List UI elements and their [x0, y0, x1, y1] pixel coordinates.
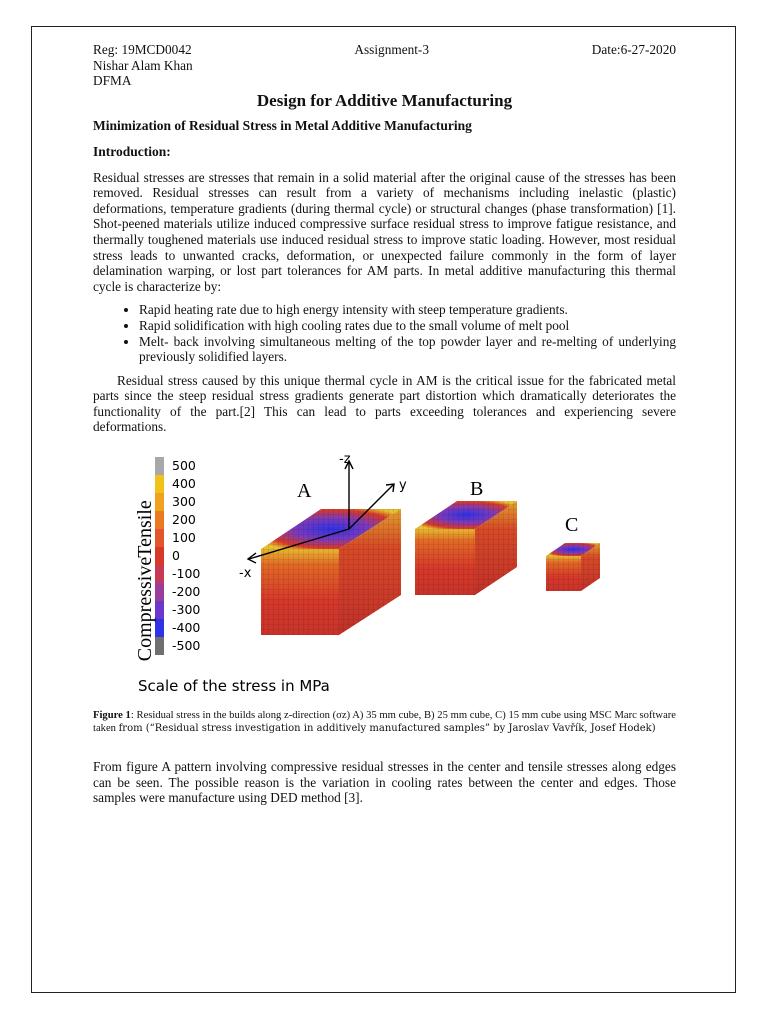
scale-tick-label: 300 — [172, 494, 196, 510]
course-name: DFMA — [93, 73, 132, 89]
scale-tick-label: 100 — [172, 530, 196, 546]
scale-tick-label: 500 — [172, 458, 196, 474]
scale-swatch — [155, 637, 164, 655]
figure-caption — [93, 710, 676, 735]
scale-tick-label: -500 — [172, 638, 201, 654]
scale-swatch — [155, 583, 164, 601]
axis-z-label: -z — [339, 452, 351, 468]
scale-swatch — [155, 493, 164, 511]
bullet-item: • Melt- back involving simultaneous melting of the top powder layer and re-melting of underlying previously solidified layers. — [139, 334, 676, 365]
bullet-item: • Rapid solidification with high cooling rates due to the small volume of melt pool — [139, 318, 676, 334]
caption-label: Figure 1 — [93, 710, 131, 722]
scale-swatch — [155, 457, 164, 475]
scale-swatch — [155, 529, 164, 547]
scale-tick-label: -100 — [172, 566, 201, 582]
tensile-label: Tensile — [134, 500, 156, 558]
date-label: Date:6-27-2020 — [591, 42, 676, 57]
axis-y-label: y — [399, 478, 407, 494]
scale-swatch — [155, 619, 164, 637]
stress-figure — [93, 449, 676, 704]
intro-heading: Introduction: — [93, 143, 171, 159]
cube-b-label: B — [470, 478, 484, 501]
cube-a-label: A — [297, 480, 312, 503]
compressive-label: Compressive — [134, 556, 156, 662]
scale-tick-label: 0 — [172, 548, 180, 564]
axis-x-label: -x — [239, 566, 252, 582]
scale-swatch — [155, 547, 164, 565]
scale-title: Scale of the stress in MPa — [138, 677, 330, 696]
scale-swatch — [155, 475, 164, 493]
scale-tick-label: -400 — [172, 620, 201, 636]
paragraph-3: From figure A pattern involving compressive residual stresses in the center and tensile stresses along edges can be seen. The possible reason is the variation in cooling rates between the center and edges. Those samples were manufacture using DED method [3]. — [93, 759, 676, 806]
caption-text: : Residual stress in the builds along z-direction (σz) A) 35 mm cube, B) 25 mm cube, C) 15 mm cube using MSC Marc software taken — [93, 710, 677, 734]
stress-figure-svg — [93, 449, 676, 704]
caption-source: from (“Residual stress investigation in additively manufactured samples” by Jaroslav Vavřík, Josef Hodek) — [118, 722, 656, 734]
cube-a — [261, 509, 401, 635]
reg-number: Reg: 19MCD0042 — [93, 42, 192, 57]
scale-tick-label: 400 — [172, 476, 196, 492]
paragraph-2: Residual stress caused by this unique thermal cycle in AM is the critical issue for the fabricated metal parts since the steep residual stress gradients generate part distortion which dramatically deteriorates the functionality of the part.[2] This can lead to parts exceeding tolerances and experiencing severe deformations. — [93, 372, 676, 435]
bullet-item: • Rapid heating rate due to high energy intensity with steep temperature gradients. — [139, 302, 676, 318]
cube-c — [546, 543, 600, 591]
scale-swatch — [155, 565, 164, 583]
stress-color-scale — [155, 457, 164, 655]
cube-b — [415, 501, 517, 595]
subtitle: Minimization of Residual Stress in Metal Additive Manufacturing — [93, 118, 472, 134]
bullet-list — [93, 302, 676, 364]
scale-tick-label: 200 — [172, 512, 196, 528]
stress-scale-labels — [172, 458, 200, 653]
scale-tick-label: -300 — [172, 602, 201, 618]
scale-swatch — [155, 601, 164, 619]
assignment-label: Assignment-3 — [354, 42, 430, 57]
cube-c-label: C — [565, 514, 579, 537]
page-title: Design for Additive Manufacturing — [256, 90, 513, 110]
header-row — [93, 42, 676, 58]
scale-tick-label: -200 — [172, 584, 201, 600]
paragraph-1: Residual stresses are stresses that remain in a solid material after the original cause of the stresses has been removed. Residual stresses can result from a variety of mechanisms including inelastic (plastic) deformations, temperature gradients (during thermal cycle) or structural changes (phase transformation) [1]. Shot-peened materials utilize induced compressive surface residual stress to improve fatigue resistance, and thermally toughened materials use induced residual stress to improve static loading. However, most residual stress leads to unwanted cracks, deformation, or unexpected failure commonly in the form of layer delamination warping, or lost part tolerances for AM parts. In metal additive manufacturing this thermal cycle is characterize by: — [93, 169, 676, 294]
document-body — [93, 42, 676, 814]
author-name: Nishar Alam Khan — [93, 57, 193, 73]
scale-swatch — [155, 511, 164, 529]
